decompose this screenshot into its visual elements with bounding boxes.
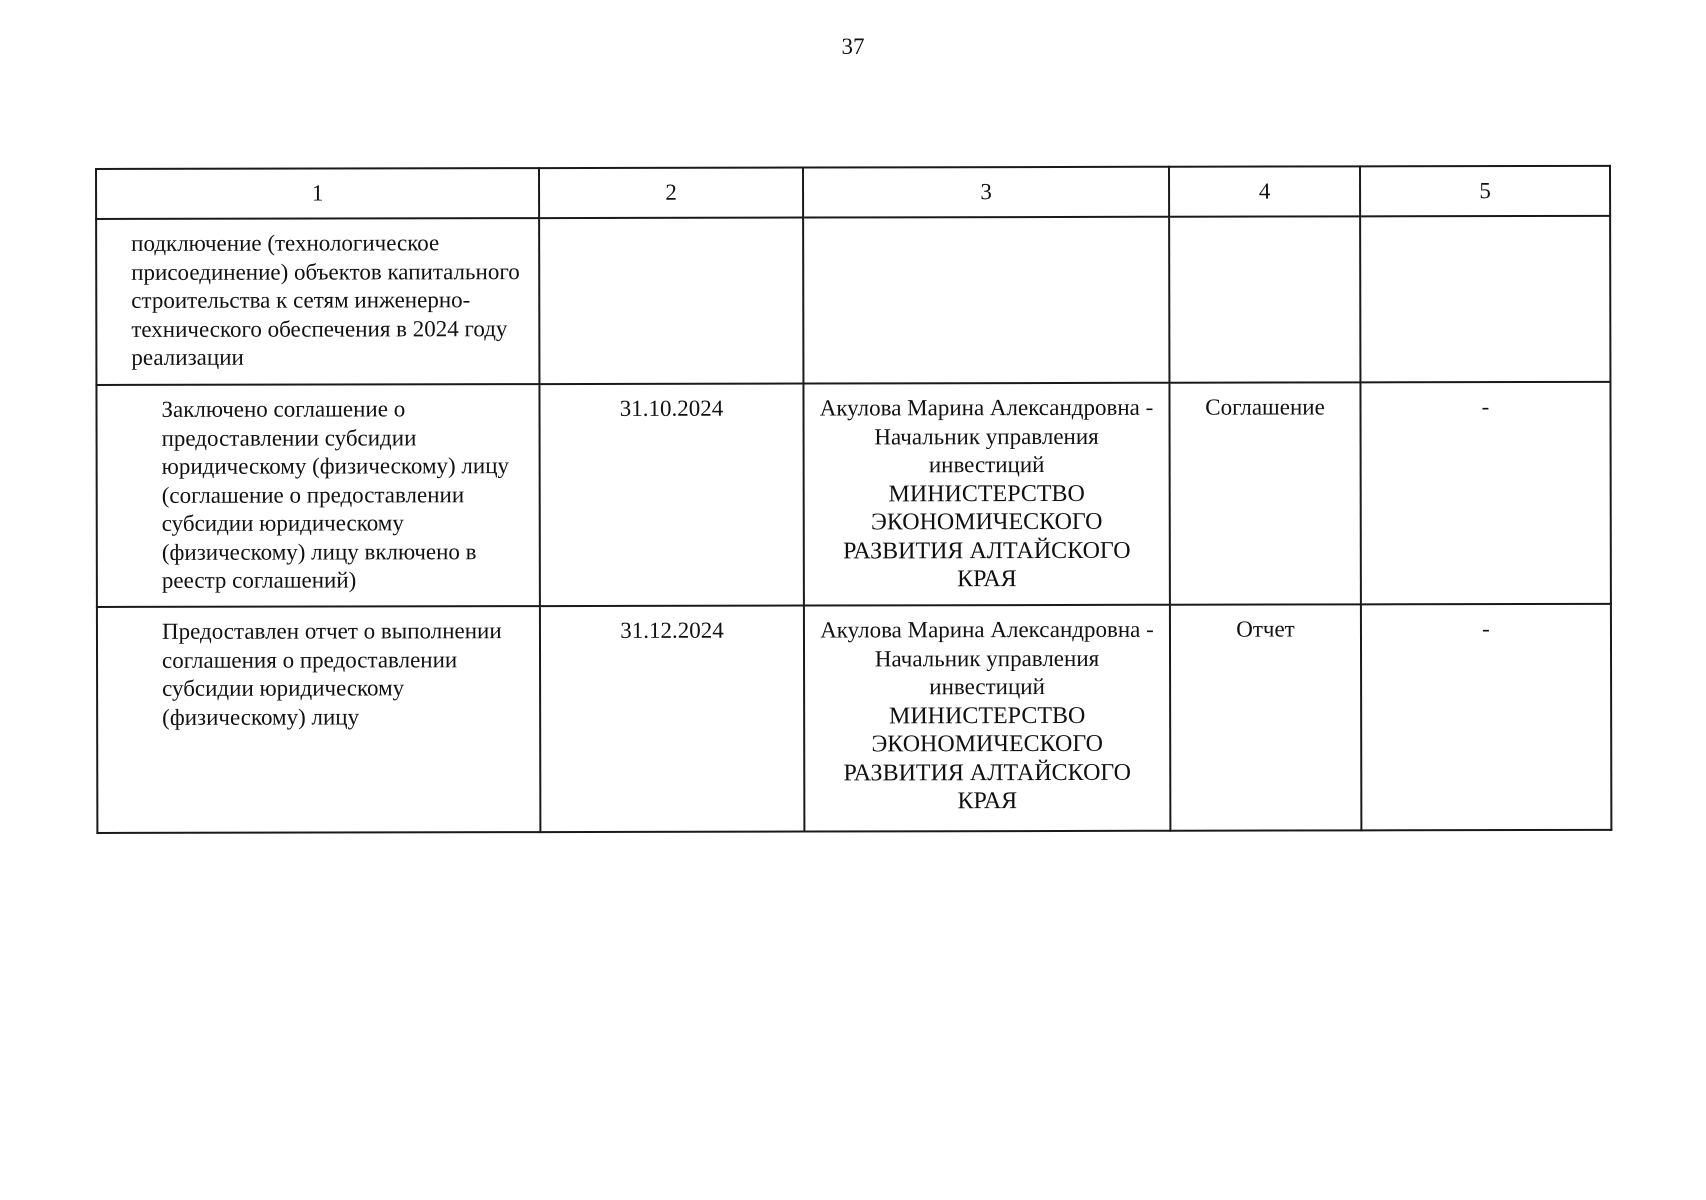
- responsible-cell: [803, 217, 1169, 384]
- document-text: Отчет: [1236, 616, 1295, 642]
- date-cell: [540, 606, 804, 833]
- table-row: [96, 382, 1610, 607]
- date-text: 31.10.2024: [619, 395, 724, 421]
- table-row: [97, 604, 1611, 833]
- event-text: Предоставлен отчет о выполнении соглашения о предоставлении субсидии юридическому (физическому) лицу: [161, 618, 502, 730]
- column-header-3: 3: [803, 167, 1169, 218]
- page-number: 37: [841, 34, 865, 59]
- responsible-person: Акулова Марина Александровна - Начальник управления инвестиций: [820, 616, 1154, 700]
- column-header-1: 1: [96, 168, 539, 219]
- schedule-table: [95, 165, 1612, 834]
- responsible-organization: МИНИСТЕРСТВО ЭКОНОМИЧЕСКОГО РАЗВИТИЯ АЛТАЙСКОГО КРАЯ: [843, 480, 1131, 593]
- document-cell: [1169, 216, 1360, 382]
- event-cell: [96, 218, 539, 385]
- responsible-organization: МИНИСТЕРСТВО ЭКОНОМИЧЕСКОГО РАЗВИТИЯ АЛТАЙСКОГО КРАЯ: [843, 702, 1132, 815]
- note-cell: [1361, 604, 1611, 831]
- event-cell: [97, 606, 540, 833]
- document-cell: [1169, 382, 1360, 604]
- responsible-cell: [804, 605, 1170, 832]
- column-header-4: 4: [1169, 166, 1360, 216]
- responsible-cell: [803, 383, 1169, 606]
- event-cell: [96, 384, 539, 607]
- note-text: [1361, 217, 1609, 228]
- note-cell: [1360, 216, 1610, 383]
- column-header-5: 5: [1360, 166, 1610, 217]
- responsible-person: Акулова Марина Александровна - Начальник управления инвестиций: [819, 394, 1154, 478]
- header-row: [96, 166, 1610, 219]
- document-text: [1170, 217, 1359, 227]
- event-text: Заключено соглашение о предоставлении субсидии юридическому (физическому) лицу (соглашение о предоставлении субсидии юридическому (физическому) лицу включено в реестр соглашений): [161, 396, 510, 593]
- table-row: [96, 216, 1610, 385]
- note-cell: [1360, 382, 1610, 605]
- note-text: -: [1482, 616, 1490, 642]
- note-text: -: [1481, 394, 1490, 420]
- responsible-person: [816, 228, 1156, 229]
- date-cell: [539, 218, 803, 385]
- date-cell: [539, 384, 803, 607]
- date-text: 31.12.2024: [620, 617, 724, 643]
- event-text: подключение (технологическое присоединение) объектов капитального строительства к сетям инженерно-технического обеспечения в 2024 году реализации: [131, 230, 520, 370]
- document-cell: [1170, 604, 1361, 830]
- column-header-2: 2: [539, 168, 803, 219]
- table-header: [96, 166, 1610, 219]
- responsible-organization: [816, 228, 1156, 229]
- document-text: Соглашение: [1205, 394, 1325, 420]
- date-text: [540, 219, 802, 230]
